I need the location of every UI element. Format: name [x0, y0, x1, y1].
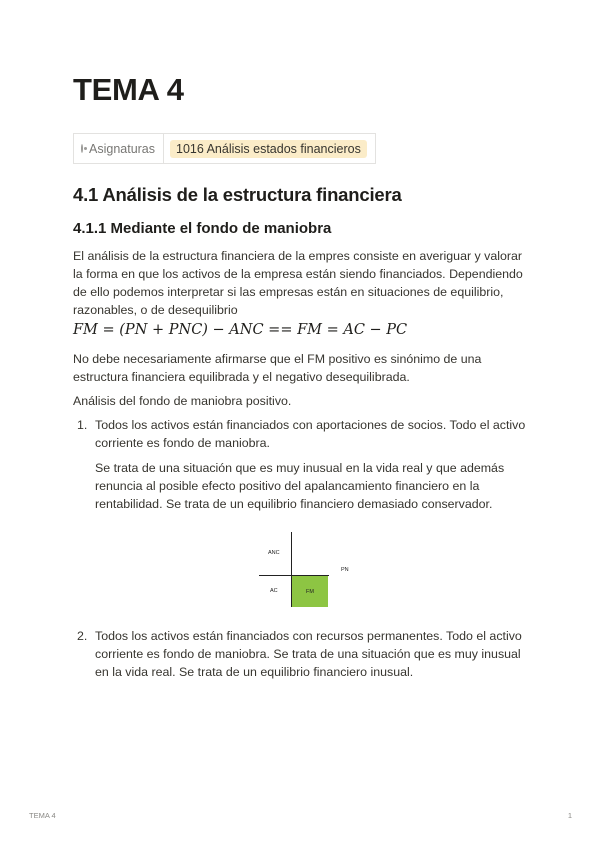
paragraph-fm-note: No debe necesariamente afirmarse que el FM positivo es sinónimo de una estructura financiera equilibrada y el negativo desequilibrada. [73, 352, 482, 384]
properties-table [73, 133, 376, 164]
page-title: TEMA 4 [73, 72, 184, 107]
diagram-label-fm: FM [306, 588, 314, 595]
property-key-label: Asignaturas [89, 141, 156, 156]
paragraph-intro: El análisis de la estructura financiera de la empres consiste en averiguar y valorar la forma en que los activos de la empresa están siendo financiados. Dependiendo de ello podemos interpretar si las empresas están en situaciones de equilibrio, razonables, o de desequilibrio [73, 249, 523, 317]
list-item-1-detail: Se trata de una situación que es muy inusual en la vida real y que además renuncia al posible efecto positivo del apalancamiento financiero en la rentabilidad. Se trata de un equilibrio financiero demasiado conservador. [95, 461, 505, 511]
list-item-1-text: Todos los activos están financiados con aportaciones de socios. Todo el activo corriente es fondo de maniobra. [95, 418, 526, 450]
section-heading: 4.1 Análisis de la estructura financiera [73, 184, 402, 205]
footer-title: TEMA 4 [29, 811, 56, 820]
list-item-2-number: 2. [77, 629, 88, 643]
property-key [74, 134, 164, 163]
list-item-2-text: Todos los activos están financiados con recursos permanentes. Todo el activo corriente es fondo de maniobra. Se trata de una situación que es muy inusual en la vida real. Se trata de un equilibrio financiero inusual. [95, 629, 522, 679]
multi-select-icon [81, 144, 83, 153]
formula-right: FM = AC − PC [297, 322, 408, 338]
formula [73, 322, 407, 338]
formula-left: FM = (PN + PNC) − ANC [73, 322, 264, 338]
subsection-heading: 4.1.1 Mediante el fondo de maniobra [73, 220, 332, 237]
footer-page-number: 1 [567, 811, 572, 820]
diagram-label-anc: ANC [268, 550, 280, 556]
balance-diagram [259, 532, 359, 610]
diagram-label-pn: PN [341, 567, 349, 573]
diagram-label-ac: AC [270, 588, 278, 594]
paragraph-positive-fm: Análisis del fondo de maniobra positivo. [73, 394, 292, 408]
formula-eq: == [268, 322, 293, 338]
list-item-1-number: 1. [77, 418, 88, 432]
subject-tag[interactable]: 1016 Análisis estados financieros [170, 140, 367, 158]
property-value[interactable] [164, 134, 375, 163]
diagram-fm-box [292, 576, 328, 607]
